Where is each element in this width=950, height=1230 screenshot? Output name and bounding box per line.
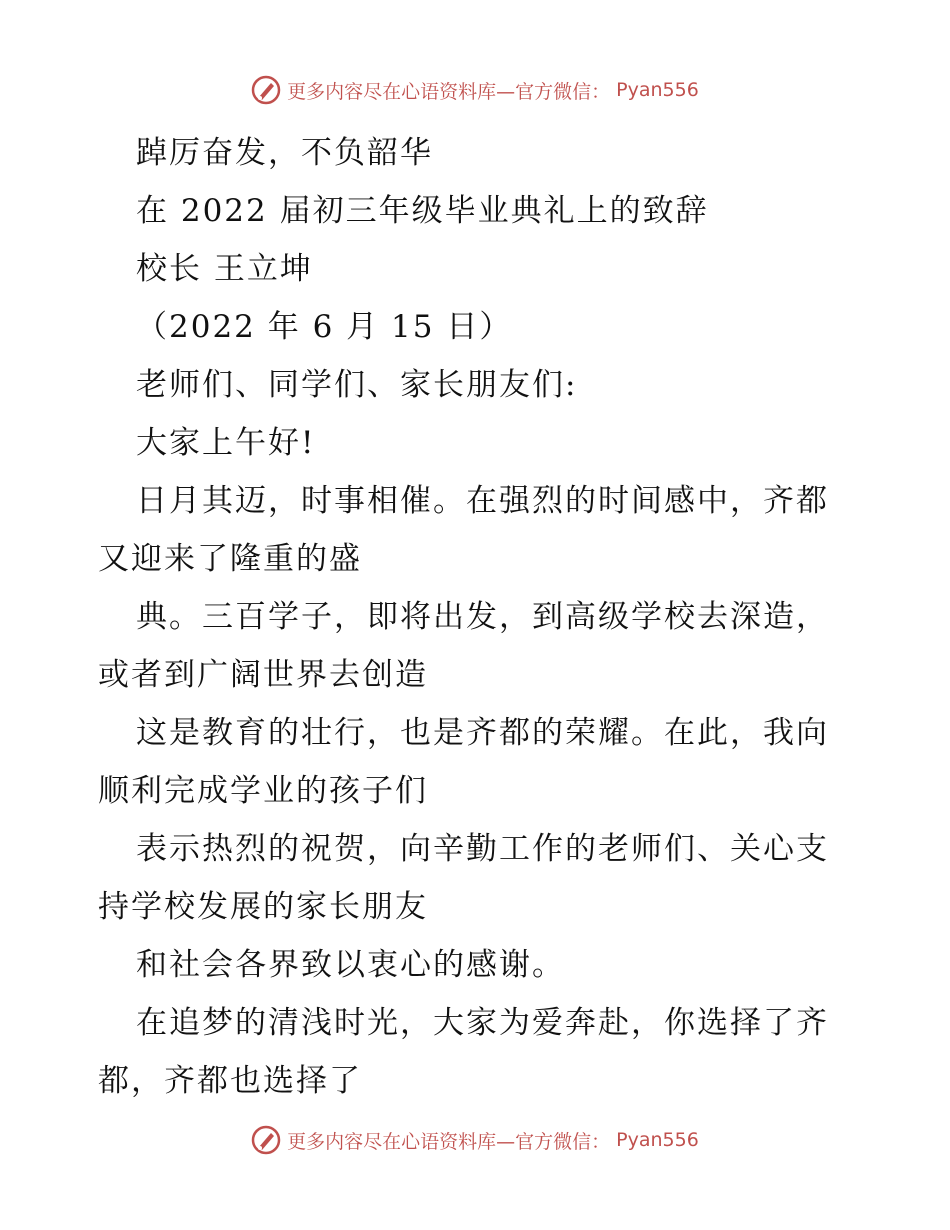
pen-logo-icon [251, 1125, 281, 1155]
text-line: 顺利完成学业的孩子们 [98, 773, 428, 809]
watermark-handle: Pyan556 [616, 1129, 699, 1151]
text-line: 大家上午好! [136, 425, 316, 461]
text-line: 和社会各界致以衷心的感谢。 [136, 947, 565, 983]
text-line: 表示热烈的祝贺，向辛勤工作的老师们、关心支 [136, 831, 829, 867]
text-line: 在 2022 届初三年级毕业典礼上的致辞 [136, 193, 709, 229]
text-line: 或者到广阔世界去创造 [98, 657, 428, 693]
text-line: 又迎来了隆重的盛 [98, 541, 362, 577]
text-line: 在追梦的清浅时光，大家为爱奔赴，你选择了齐 [136, 1005, 829, 1041]
text-line: 日月其迈，时事相催。在强烈的时间感中，齐都 [136, 483, 829, 519]
pen-logo-icon [251, 75, 281, 105]
text-line: 老师们、同学们、家长朋友们: [136, 367, 578, 403]
text-line: （2022 年 6 月 15 日） [136, 309, 513, 345]
footer-watermark [0, 1120, 950, 1160]
watermark-text: 更多内容尽在心语资料库—官方微信： [287, 80, 611, 103]
text-line: 典。三百学子，即将出发，到高级学校去深造， [136, 599, 829, 635]
document-body [98, 124, 858, 1110]
text-line: 这是教育的壮行，也是齐都的荣耀。在此，我向 [136, 715, 829, 751]
watermark-text: 更多内容尽在心语资料库—官方微信： [287, 1130, 611, 1153]
text-line: 持学校发展的家长朋友 [98, 889, 428, 925]
watermark-handle: Pyan556 [616, 79, 699, 101]
text-line: 踔厉奋发，不负韶华 [136, 135, 433, 171]
text-line: 校长 王立坤 [136, 251, 313, 287]
text-line: 都，齐都也选择了 [98, 1063, 362, 1099]
header-watermark [0, 70, 950, 110]
